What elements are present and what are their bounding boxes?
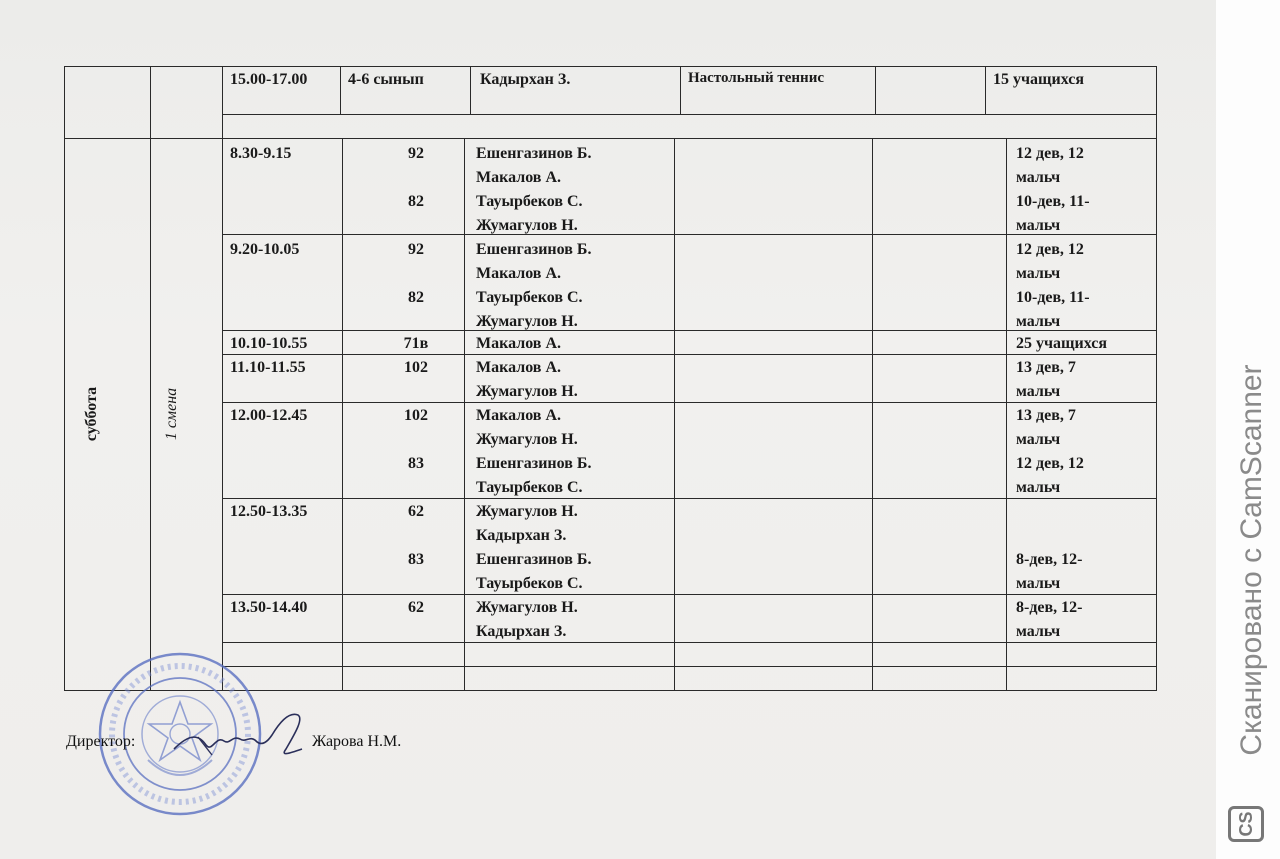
- students-cell: мальч: [1016, 313, 1061, 330]
- students-cell: мальч: [1016, 623, 1061, 640]
- students-cell: мальч: [1016, 575, 1061, 592]
- class-cell: [386, 166, 446, 190]
- director-label: Директор:: [66, 733, 136, 750]
- teacher-name: Ешенгазинов Б.: [476, 551, 592, 568]
- teacher-name: Тауырбеков С.: [476, 289, 583, 306]
- teacher-name: Кадырхан З.: [476, 623, 567, 640]
- class-cell: 71в: [403, 335, 429, 352]
- director-name: Жарова Н.М.: [312, 733, 402, 750]
- scanner-brand-text: Сканировано с CamScanner: [1235, 364, 1268, 756]
- students-cell: 8-дев, 12-: [1016, 599, 1083, 616]
- time-cell: 8.30-9.15: [230, 145, 292, 162]
- camscanner-logo-icon: CS: [1228, 806, 1264, 842]
- class-cell: [386, 476, 446, 500]
- students-cell: мальч: [1016, 383, 1061, 400]
- teacher-name: Жумагулов Н.: [476, 599, 578, 616]
- class-cell: [386, 572, 446, 596]
- class-cell: [386, 428, 446, 452]
- class-cell: 62: [408, 599, 424, 616]
- class-cell: 62: [408, 503, 424, 520]
- teacher-name: Жумагулов Н.: [476, 431, 578, 448]
- teacher-name: Макалов А.: [476, 359, 561, 376]
- class-cell: [386, 214, 446, 238]
- class-cell: 4-6 сынып: [348, 71, 424, 88]
- teacher-cell: Кадырхан З.: [480, 71, 571, 88]
- time-cell: 10.10-10.55: [230, 335, 308, 352]
- students-cell: 8-дев, 12-: [1016, 551, 1083, 568]
- students-cell: 25 учащихся: [1016, 335, 1108, 352]
- class-cell: [386, 262, 446, 286]
- teacher-name: Кадырхан З.: [476, 527, 567, 544]
- teacher-name: Ешенгазинов Б.: [476, 455, 592, 472]
- teacher-name: Макалов А.: [476, 169, 561, 186]
- students-cell: [1016, 500, 1083, 524]
- teacher-name: Тауырбеков С.: [476, 575, 583, 592]
- teacher-name: Макалов А.: [476, 265, 561, 282]
- students-cell: мальч: [1016, 479, 1061, 496]
- time-cell: 12.00-12.45: [230, 407, 308, 424]
- class-cell: 83: [408, 551, 424, 568]
- class-cell: 82: [408, 193, 424, 210]
- class-cell: 92: [408, 145, 424, 162]
- class-cell: 92: [408, 241, 424, 258]
- class-cell: [386, 620, 446, 644]
- activity-cell: Настольный теннис: [688, 70, 825, 86]
- teacher-name: Ешенгазинов Б.: [476, 241, 592, 258]
- teacher-name: Макалов А.: [476, 407, 561, 424]
- students-cell: мальч: [1016, 169, 1061, 186]
- shift-label: 1 смена: [163, 387, 180, 441]
- students-cell: 12 дев, 12: [1016, 145, 1084, 162]
- class-cell: 83: [408, 455, 424, 472]
- students-cell: мальч: [1016, 265, 1061, 282]
- class-cell: 102: [404, 359, 428, 376]
- teacher-name: Жумагулов Н.: [476, 503, 578, 520]
- time-cell: 9.20-10.05: [230, 241, 300, 258]
- students-cell: 15 учащихся: [993, 71, 1085, 88]
- class-cell: [386, 310, 446, 334]
- teacher-name: Макалов А.: [476, 335, 561, 352]
- director-signature: [168, 705, 308, 765]
- teacher-name: Жумагулов Н.: [476, 313, 578, 330]
- students-cell: 12 дев, 12: [1016, 241, 1084, 258]
- students-cell: 13 дев, 7: [1016, 407, 1076, 424]
- scanner-watermark: [1216, 0, 1280, 859]
- teacher-name: Тауырбеков С.: [476, 479, 583, 496]
- class-cell: 102: [404, 407, 428, 424]
- students-cell: 12 дев, 12: [1016, 455, 1084, 472]
- class-cell: 82: [408, 289, 424, 306]
- students-cell: мальч: [1016, 217, 1061, 234]
- teacher-name: Жумагулов Н.: [476, 217, 578, 234]
- teacher-name: Жумагулов Н.: [476, 383, 578, 400]
- time-cell: 12.50-13.35: [230, 503, 308, 520]
- class-cell: [386, 380, 446, 404]
- time-cell: 15.00-17.00: [230, 71, 308, 88]
- students-cell: 13 дев, 7: [1016, 359, 1076, 376]
- time-cell: 11.10-11.55: [230, 359, 306, 376]
- time-cell: 13.50-14.40: [230, 599, 308, 616]
- students-cell: мальч: [1016, 431, 1061, 448]
- teacher-name: Ешенгазинов Б.: [476, 145, 592, 162]
- day-label: суббота: [83, 386, 100, 442]
- class-cell: [386, 524, 446, 548]
- teacher-name: Тауырбеков С.: [476, 193, 583, 210]
- students-cell: [1016, 524, 1083, 548]
- students-cell: 10-дев, 11-: [1016, 289, 1090, 306]
- students-cell: 10-дев, 11-: [1016, 193, 1090, 210]
